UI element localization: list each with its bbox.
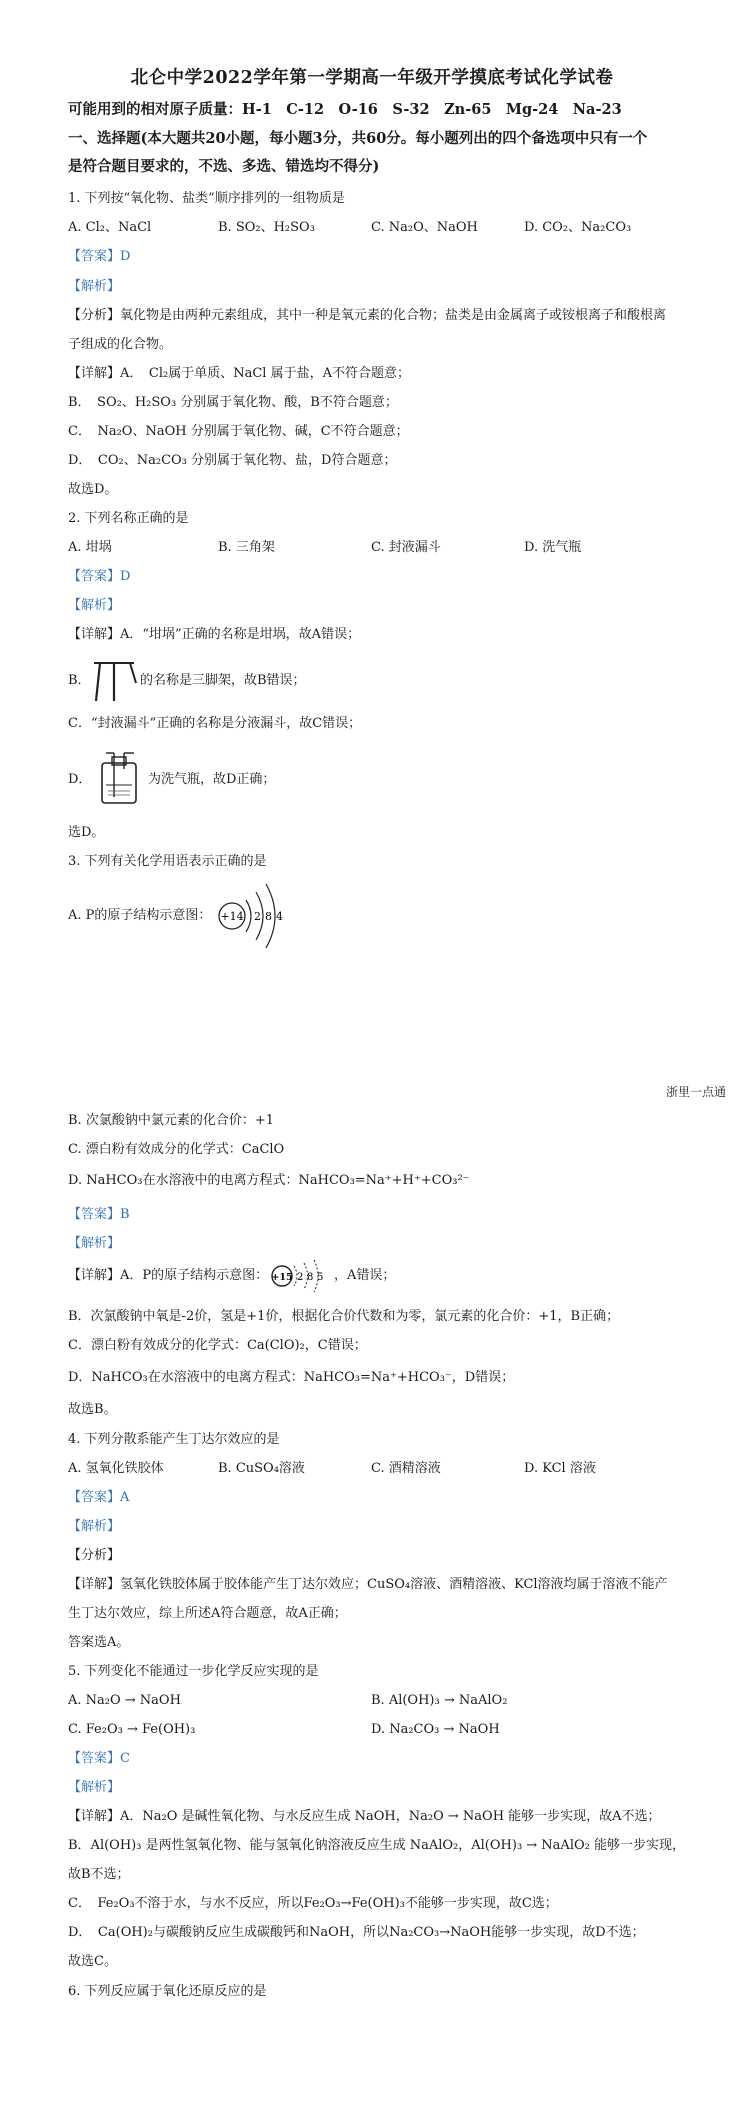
q3-detail-d: D．NaHCO₃在水溶液中的电离方程式：NaHCO₃=Na⁺+HCO₃⁻，D错误； (68, 1370, 515, 1385)
q2-option-a: A. 坩埚 (68, 540, 112, 555)
q2-option-d: D. 洗气瓶 (524, 540, 582, 555)
nucleus-charge: +14 (220, 910, 244, 923)
q4-answer: 【答案】A (68, 1490, 130, 1505)
question-6-stem: 6. 下列反应属于氧化还原反应的是 (68, 1984, 267, 1999)
q2-detail-b: 的名称是三脚架，故B错误； (140, 673, 306, 688)
question-5-stem: 5. 下列变化不能通过一步化学反应实现的是 (68, 1664, 319, 1679)
watermark-text: 浙里一点通 (665, 1085, 726, 1099)
q5-detail-d: D． Ca(OH)₂与碳酸钠反应生成碳酸钙和NaOH，所以Na₂CO₃→NaOH能够一步实现，故D不选； (68, 1925, 645, 1940)
q2-option-b: B. 三角架 (218, 540, 275, 555)
q2-detail-d: 为洗气瓶，故D正确； (148, 772, 276, 787)
q1-option-a: A. Cl₂、NaCl (68, 220, 152, 235)
q3-conclusion: 故选B。 (68, 1402, 117, 1417)
q3-option-d: D. NaHCO₃在水溶液中的电离方程式：NaHCO₃=Na⁺+H⁺+CO₃²⁻ (68, 1173, 470, 1188)
phosphorus-atom-diagram-correct (270, 1258, 340, 1294)
shell-3-count: 4 (276, 910, 283, 923)
q2-detail-c: C．“封液漏斗”正确的名称是分液漏斗，故C错误； (68, 716, 362, 731)
shell-1-count-correct: 2 (297, 1272, 304, 1283)
q4-detail-1: 【详解】氢氧化铁胶体属于胶体能产生丁达尔效应；CuSO₄溶液、酒精溶液、KCl溶液均属于溶液不能产 (68, 1577, 668, 1592)
q5-jiexi: 【解析】 (68, 1780, 121, 1795)
q5-option-b: B. Al(OH)₃ → NaAlO₂ (371, 1693, 508, 1708)
q1-detail-c: C． Na₂O、NaOH 分别属于氧化物、碱，C不符合题意； (68, 424, 409, 439)
q5-detail-c: C． Fe₂O₃不溶于水，与水不反应，所以Fe₂O₃→Fe(OH)₃不能够一步实现，故C选； (68, 1896, 558, 1911)
phosphorus-atom-diagram (216, 882, 296, 952)
q4-option-b: B. CuSO₄溶液 (218, 1461, 305, 1476)
nucleus-charge-correct: +15 (271, 1272, 293, 1283)
shell-3-count-correct: 5 (317, 1272, 324, 1283)
q5-conclusion: 故选C。 (68, 1954, 117, 1969)
q3-option-a: A. P的原子结构示意图： (68, 908, 212, 923)
q4-conclusion: 答案选A。 (68, 1635, 130, 1650)
q5-option-a: A. Na₂O → NaOH (68, 1693, 181, 1708)
q4-option-c: C. 酒精溶液 (371, 1461, 441, 1476)
q4-analysis: 【分析】 (68, 1548, 121, 1563)
tripod-figure (90, 657, 140, 703)
q1-answer: 【答案】D (68, 249, 131, 264)
q1-option-c: C. Na₂O、NaOH (371, 220, 478, 235)
q1-detail-a: 【详解】A． Cl₂属于单质、NaCl 属于盐，A不符合题意； (68, 366, 410, 381)
shell-2-count-correct: 8 (307, 1272, 314, 1283)
q1-detail-b: B． SO₂、H₂SO₃ 分别属于氧化物、酸，B不符合题意； (68, 395, 398, 410)
q1-option-b: B. SO₂、H₂SO₃ (218, 220, 315, 235)
q2-detail-b-prefix: B． (68, 673, 91, 688)
q2-detail-a: 【详解】A．“坩埚”正确的名称是坩埚，故A错误； (68, 627, 361, 642)
q2-detail-d-prefix: D． (68, 772, 92, 787)
q3-option-b: B. 次氯酸钠中氯元素的化合价：+1 (68, 1113, 274, 1128)
atomic-masses: 可能用到的相对原子质量：H-1 C-12 O-16 S-32 Zn-65 Mg-24 Na-23 (68, 101, 622, 118)
q1-conclusion: 故选D。 (68, 482, 118, 497)
q1-analysis: 【分析】氧化物是由两种元素组成，其中一种是氧元素的化合物；盐类是由金属离子或铵根离子和酸根离 (68, 308, 667, 323)
question-3-stem: 3. 下列有关化学用语表示正确的是 (68, 854, 267, 869)
shell-2-count: 8 (265, 910, 272, 923)
q2-jiexi: 【解析】 (68, 598, 121, 613)
q5-option-d: D. Na₂CO₃ → NaOH (371, 1722, 500, 1737)
q5-option-c: C. Fe₂O₃ → Fe(OH)₃ (68, 1722, 196, 1737)
q3-jiexi: 【解析】 (68, 1236, 121, 1251)
section-heading: 一、选择题(本大题共20小题，每小题3分，共60分。每小题列出的四个备选项中只有一个 (68, 130, 648, 147)
q5-detail-a: 【详解】A．Na₂O 是碱性氧化物、与水反应生成 NaOH，Na₂O → NaOH 能够一步实现，故A不选； (68, 1809, 661, 1824)
question-1-stem: 1. 下列按“氧化物、盐类”顺序排列的一组物质是 (68, 191, 345, 206)
question-4-stem: 4. 下列分散系能产生丁达尔效应的是 (68, 1432, 280, 1447)
q5-detail-b-cont: 故B不选； (68, 1867, 130, 1882)
q2-conclusion: 选D。 (68, 825, 105, 840)
section-heading-cont: 是符合题目要求的，不选、多选、错选均不得分) (68, 158, 380, 175)
q2-option-c: C. 封液漏斗 (371, 540, 441, 555)
q3-detail-a-suffix: ，A错误； (334, 1268, 396, 1283)
q4-option-a: A. 氢氧化铁胶体 (68, 1461, 164, 1476)
q1-analysis-cont: 子组成的化合物。 (68, 337, 173, 352)
q3-option-c: C. 漂白粉有效成分的化学式：CaClO (68, 1142, 285, 1157)
shell-1-count: 2 (254, 910, 261, 923)
exam-title: 北仑中学2022学年第一学期高一年级开学摸底考试化学试卷 (130, 68, 614, 88)
q3-detail-c: C．漂白粉有效成分的化学式：Ca(ClO)₂，C错误； (68, 1338, 367, 1353)
q5-detail-b: B．Al(OH)₃ 是两性氢氧化物、能与氢氧化钠溶液反应生成 NaAlO₂，Al(OH)₃ → NaAlO₂ 能够一步实现， (68, 1838, 685, 1853)
q1-detail-d: D． CO₂、Na₂CO₃ 分别属于氧化物、盐，D符合题意； (68, 453, 397, 468)
q1-option-d: D. CO₂、Na₂CO₃ (524, 220, 632, 235)
q3-answer: 【答案】B (68, 1207, 130, 1222)
q4-jiexi: 【解析】 (68, 1519, 121, 1534)
q3-detail-b: B．次氯酸钠中氧是-2价，氢是+1价，根据化合价代数和为零，氯元素的化合价：+1，B正确； (68, 1309, 620, 1324)
q4-option-d: D. KCl 溶液 (524, 1461, 596, 1476)
q1-jiexi: 【解析】 (68, 279, 121, 294)
q3-detail-a-prefix: 【详解】A．P的原子结构示意图： (68, 1268, 269, 1283)
question-2-stem: 2. 下列名称正确的是 (68, 511, 189, 526)
q5-answer: 【答案】C (68, 1751, 130, 1766)
q4-detail-2: 生丁达尔效应，综上所述A符合题意，故A正确； (68, 1606, 347, 1621)
q2-answer: 【答案】D (68, 569, 131, 584)
gas-washing-bottle-figure (98, 753, 142, 805)
